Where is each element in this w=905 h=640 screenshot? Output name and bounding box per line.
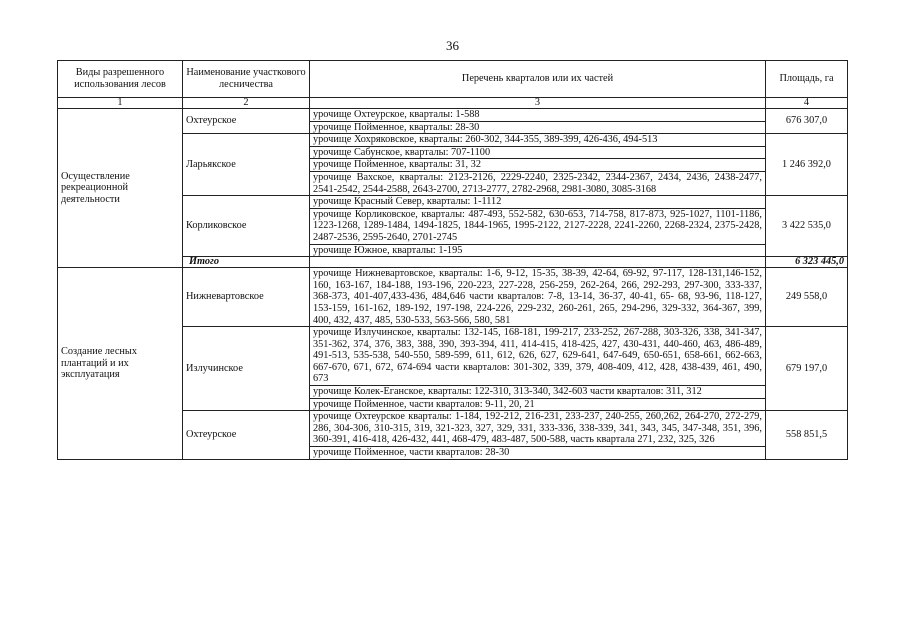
district-name: Корликовское xyxy=(183,196,310,257)
column-number: 1 xyxy=(58,98,183,109)
header-row xyxy=(58,61,848,98)
page-number: 36 xyxy=(446,38,459,53)
forest-quarters-table xyxy=(57,60,848,460)
area-cell: 679 197,0 xyxy=(766,327,848,411)
quarters-cell: урочище Пойменное, части кварталов: 9-11, 20, 21 xyxy=(310,398,766,411)
quarters-cell: урочище Красный Север, кварталы: 1-1112 xyxy=(310,196,766,209)
table-row xyxy=(58,109,848,122)
district-name: Нижневартовское xyxy=(183,268,310,327)
district-name: Ларьякское xyxy=(183,134,310,196)
quarters-cell: урочище Сабунское, кварталы: 707-1100 xyxy=(310,146,766,159)
district-name: Охтеурское xyxy=(183,109,310,134)
quarters-cell: урочище Нижневартовское, кварталы: 1-6, 9-12, 15-35, 38-39, 42-64, 69-92, 97-117, 128-131,146-152, 160, 163-167, 184-188, 193-196, 220-223, 227-228, 256-259, 262-264, 266, 292-293, 297-300, 333-337, 368-373, 401-407,433-436, 484,646 части кварталов: 7-8, 13-14, 36-37, 40-41, 65- 68, 93-96, 118-127, 153-159, 161-162, 189-192, 197-198, 224-226, 229-232, 260-261, 265, 294-296, 329-332, 364-367, 399, 400, 432, 437, 485, 530-533, 563-566, 580, 581 xyxy=(310,268,766,327)
quarters-cell: урочище Хохряковское, кварталы: 260-302, 344-355, 389-399, 426-436, 494-513 xyxy=(310,134,766,147)
quarters-cell: урочище Пойменное, кварталы: 31, 32 xyxy=(310,159,766,172)
quarters-cell: урочище Охтеурское кварталы: 1-184, 192-212, 216-231, 233-237, 240-255, 260,262, 264-270, 272-279, 286, 304-306, 310-315, 319, 321-323, 327, 329, 331, 333-336, 338-339, 341, 343, 345, 347-348, 351, 396, 360-391, 416-418, 426-432, 441, 468-479, 483-487, 500-588, часть квартала 271, 232, 325, 326 xyxy=(310,411,766,447)
header-use-type: Виды разрешенного использования лесов xyxy=(58,61,183,98)
table-row xyxy=(58,268,848,327)
column-number: 4 xyxy=(766,98,848,109)
area-cell: 558 851,5 xyxy=(766,411,848,459)
area-cell: 676 307,0 xyxy=(766,109,848,134)
area-cell: 1 246 392,0 xyxy=(766,134,848,196)
total-area: 6 323 445,0 xyxy=(766,257,848,268)
use-type-cell: Создание лесных плантаций и их эксплуатация xyxy=(58,268,183,460)
district-name: Излучинское xyxy=(183,327,310,411)
total-empty-cell xyxy=(310,257,766,268)
quarters-cell: урочище Колек-Еганское, кварталы: 122-310, 313-340, 342-603 части кварталов: 311, 312 xyxy=(310,386,766,399)
quarters-cell: урочище Корликовское, кварталы: 487-493, 552-582, 630-653, 714-758, 817-873, 925-1027, 1101-1186, 1223-1268, 1289-1484, 1494-1825, 1844-1965, 1995-2122, 2127-2228, 2241-2260, 2268-2324, 2375-2428, 2487-2536, 2595-2640, 2701-2745 xyxy=(310,208,766,244)
district-name: Охтеурское xyxy=(183,411,310,459)
quarters-cell: урочище Пойменное, части кварталов: 28-30 xyxy=(310,447,766,460)
quarters-cell: урочище Охтеурское, кварталы: 1-588 xyxy=(310,109,766,122)
column-number: 3 xyxy=(310,98,766,109)
header-district: Наименование участкового лесничества xyxy=(183,61,310,98)
total-label: Итого xyxy=(183,257,310,268)
area-cell: 249 558,0 xyxy=(766,268,848,327)
quarters-cell: урочище Южное, кварталы: 1-195 xyxy=(310,244,766,257)
header-quarters: Перечень кварталов или их частей xyxy=(310,61,766,98)
header-area: Площадь, га xyxy=(766,61,848,98)
quarters-cell: урочище Вахское, кварталы: 2123-2126, 2229-2240, 2325-2342, 2344-2367, 2434, 2436, 2438-2477, 2541-2542, 2544-2588, 2643-2700, 2713-2777, 2782-2968, 2981-3080, 3085-3168 xyxy=(310,171,766,195)
area-cell: 3 422 535,0 xyxy=(766,196,848,257)
quarters-cell: урочище Излучинское, кварталы: 132-145, 168-181, 199-217, 233-252, 267-288, 303-326, 338, 341-347, 351-362, 374, 376, 383, 388, 390, 393-394, 411, 414-415, 418-425, 427, 430-431, 440-460, 463, 486-489, 491-513, 535-538, 540-550, 589-599, 611, 612, 626, 627, 629-641, 647-649, 650-651, 658-661, 662-663, 667-670, 671, 672, 674-694 части кварталов: 301-302, 339, 379, 408-409, 412, 428, 438-439, 461, 490, 673 xyxy=(310,327,766,386)
quarters-cell: урочище Пойменное, кварталы: 28-30 xyxy=(310,121,766,134)
use-type-cell: Осуществление рекреационной деятельности xyxy=(58,109,183,268)
column-numbers-row xyxy=(58,98,848,109)
column-number: 2 xyxy=(183,98,310,109)
